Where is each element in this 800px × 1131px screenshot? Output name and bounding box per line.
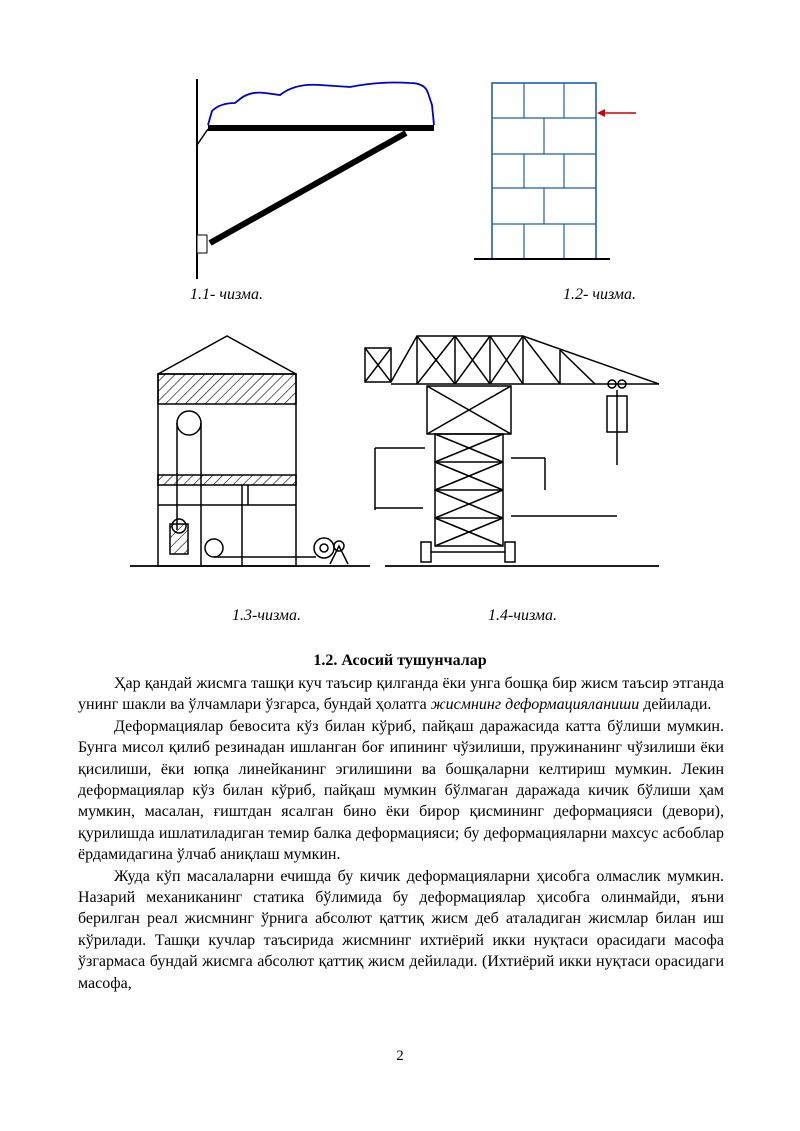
emphasis-term: жисмнинг деформацияланиши (430, 696, 640, 714)
load-outline (208, 83, 434, 126)
beam (208, 125, 434, 131)
body-text (78, 673, 724, 994)
figure-1-1 (180, 75, 445, 285)
force-arrow-head (597, 109, 605, 117)
caption-fig-1-1: 1.1- чизма. (190, 286, 264, 303)
figure-1-3 (130, 330, 370, 575)
support-line (197, 129, 208, 145)
paragraph-3: Жуда кўп масалаларни ечишда бу кичик деформацияларни ҳисобга олмаслик мумкин. Назарий механиканинг статика бўлимида бу деформациялар ҳисобга олинмайди, яъни берилган реал жисмнинг ўрнига абсолют қаттиқ жисм деб аталадиган жисмлар билан иш кўрилади. Ташқи кучлар таъсирида жисмнинг ихтиёрий икки нуқтаси орасидаги масофа ўзгармаса бундай жисмга абсолют қаттиқ жисм дейилади. (Ихтиёрий икки нуқтаси орасидаги масофа, (78, 867, 724, 992)
page-number: 2 (396, 1048, 404, 1064)
strut-anchor (197, 235, 207, 253)
figure-1-2 (470, 80, 645, 265)
caption-fig-1-2: 1.2- чизма. (563, 286, 637, 303)
paragraph-2: Деформациялар бевосита кўз билан кўриб, пайқаш даражасида катта бўлиши мумкин. Бунга мисол қилиб резинадан ишланган боғ ипининг чўзилиши, пружинанинг чўзилиши ёки қисилиши, ёки юпқа линейканинг эгилишини ва бошқаларни келтириш мумкин. Лекин деформациялар кўз билан кўриб, пайқаш мумкин бўлмаган даражада кичик бўлиши ҳам мумкин, масалан, ғиштдан ясалган бино ёки бирор қисмининг деформацияси (девори), қурилишда ишлатиладиган темир балка деформацияси; бу деформацияларни махсус асбоблар ёрдамидагина ўлчаб аниқлаш мумкин. (78, 717, 724, 864)
strut (210, 133, 406, 243)
figure-1-4 (355, 330, 665, 575)
caption-fig-1-4: 1.4-чизма. (488, 607, 558, 624)
section-title: 1.2. Асосий тушунчалар (313, 652, 487, 669)
paragraph-1: Ҳар қандай жисмга ташқи куч таъсир қилганда ёки унга бошқа бир жисм таъсир этганда унинг шакли ва ўлчамлари ўзгарса, бундай ҳолатга жисмнинг деформацияланиши дейилади. (78, 675, 724, 714)
caption-fig-1-3: 1.3-чизма. (232, 607, 302, 624)
